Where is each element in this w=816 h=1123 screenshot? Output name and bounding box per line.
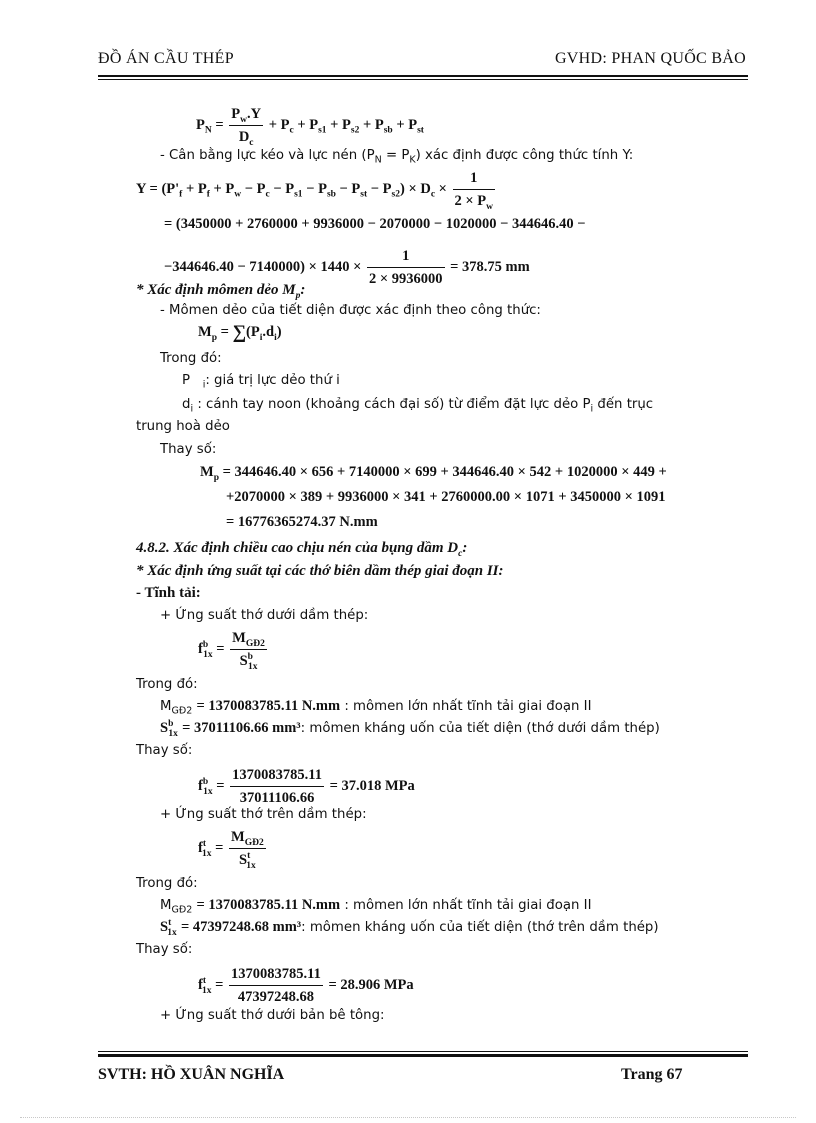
where-label-3: Trong đó:	[136, 876, 198, 891]
footer-student: SVTH: HỒ XUÂN NGHĨA	[98, 1066, 285, 1083]
dead-load-label: - Tĩnh tải:	[136, 585, 201, 601]
mgd2-definition-2: $M_{GĐ2} = 1370083785.11$ N.mm : mômen lớn nhất tĩnh tải giai đoạn II	[160, 897, 592, 916]
where-label-2: Trong đó:	[136, 677, 198, 692]
where-label-1: Trong đó:	[160, 351, 222, 366]
fb-value-fraction: $\frac{1370083785.11}{37011106.66}$	[232, 767, 322, 806]
y-value-line-1: = (3450000 + 2760000 + 9936000 − 2070000 − 1020000 − 344646.40 −	[164, 216, 586, 232]
stress-heading: * Xác định ứng suất tại các thớ biên dầm thép giai đoạn II:	[136, 563, 504, 579]
section-4-8-2-heading: 4.8.2. Xác định chiều cao chịu nén của bụng dầm $D_c$:	[136, 540, 468, 559]
mp-value-result: = 16776365274.37 N.mm	[226, 514, 378, 530]
footer-rule-thin	[98, 1051, 748, 1052]
page-header	[98, 50, 746, 72]
substitute-label-1: Thay số:	[160, 442, 217, 457]
balance-text: - Cân bằng lực kéo và lực nén $(P_N = P_K)$ xác định được công thức tính Y:	[160, 148, 634, 166]
y-value-fraction: $\frac{1}{2 \times 9936000}$	[369, 248, 443, 287]
ft-value-fraction: $\frac{1370083785.11}{47397248.68}$	[231, 966, 321, 1005]
fb-value: $f^b_{1x}$ = $\frac{1370083785.11}{37011106.66}$ = 37.018 MPa	[198, 767, 415, 806]
bottom-fiber-label: + Ứng suất thớ dưới dầm thép:	[160, 608, 369, 623]
pn-fraction: $\frac{P_w.Y}{D_c}$	[231, 106, 262, 148]
page-footer	[98, 1066, 748, 1086]
header-rule-thin	[98, 79, 748, 80]
pi-definition: P $_i$: giá trị lực dẻo thứ i	[182, 373, 340, 391]
footer-rule-thick	[98, 1054, 748, 1057]
ft-value: $f^t_{1x}$ = $\frac{1370083785.11}{47397248.68}$ = 28.906 MPa	[198, 966, 414, 1005]
concrete-fiber-label: + Ứng suất thớ dưới bản bê tông:	[160, 1008, 385, 1023]
mp-value-line-2: +2070000 × 389 + 9936000 × 341 + 2760000.00 × 1071 + 3450000 × 1091	[226, 489, 666, 505]
st-definition: $S^t_{1x} = 47397248.68$ mm³: mômen kháng uốn của tiết diện (thớ trên dầm thép)	[160, 918, 659, 938]
y-fraction: $\frac{1}{2 \times P_w}$	[454, 170, 494, 212]
ft-formula: $f^t_{1x}$ = $\frac{M_{GĐ2}}{S^t_{1x}}$	[198, 829, 264, 871]
di-definition: $d_i$ : cánh tay noon (khoảng cách đại số) từ điểm đặt lực dẻo $P_i$ đến trục	[182, 397, 654, 415]
mp-formula: $M_p = \sum(P_i.d_i)$	[198, 322, 282, 343]
header-project-title: ĐỒ ÁN CẦU THÉP	[98, 50, 234, 67]
mp-value-line-1: $M_p = 344646.40 \times 656 + 7140000 \times 699 + 344646.40 \times 542 + 1020000 \times 449$ +	[200, 464, 667, 483]
mgd2-definition-1: $M_{GĐ2} = 1370083785.11$ N.mm : mômen lớn nhất tĩnh tải giai đoạn II	[160, 698, 592, 717]
sb-definition: $S^b_{1x} = 37011106.66$ mm³: mômen kháng uốn của tiết diện (thớ dưới dầm thép)	[160, 719, 660, 739]
ft-formula-fraction: $\frac{M_{GĐ2}}{S^t_{1x}}$	[231, 829, 264, 871]
fb-formula: $f^b_{1x}$ = $\frac{M_{GĐ2}}{S^b_{1x}}$	[198, 630, 265, 672]
di-definition-cont: trung hoà dẻo	[136, 419, 230, 434]
substitute-label-3: Thay số:	[136, 942, 193, 957]
header-supervisor: GVHD: PHAN QUỐC BẢO	[554, 50, 746, 67]
pn-formula: $P_N$ = $\frac{P_w.Y}{D_c}$ + $P_c + P_{s1} + P_{s2} + P_{sb} + P_{st}$	[196, 106, 424, 148]
y-formula: $Y = (P'_f + P_f + P_w - P_c - P_{s1} - P_{sb} - P_{st} - P_{s2}) \times D_c$ × $\frac{1}{2 \times P_w}$	[136, 170, 494, 212]
page-bottom-dotted-line	[20, 1117, 796, 1118]
substitute-label-2: Thay số:	[136, 743, 193, 758]
mp-description: - Mômen dẻo của tiết diện được xác định theo công thức:	[160, 303, 541, 318]
header-rule-thick	[98, 75, 748, 77]
mp-heading: * Xác định mômen dẻo $M_p$:	[136, 282, 306, 301]
y-value-line-2: −344646.40 − 7140000) × 1440 × $\frac{1}{2 \times 9936000}$ = 378.75 mm	[164, 248, 530, 287]
fb-formula-fraction: $\frac{M_{GĐ2}}{S^b_{1x}}$	[232, 630, 265, 672]
top-fiber-label: + Ứng suất thớ trên dầm thép:	[160, 807, 367, 822]
page-number: Trang 67	[621, 1066, 683, 1083]
